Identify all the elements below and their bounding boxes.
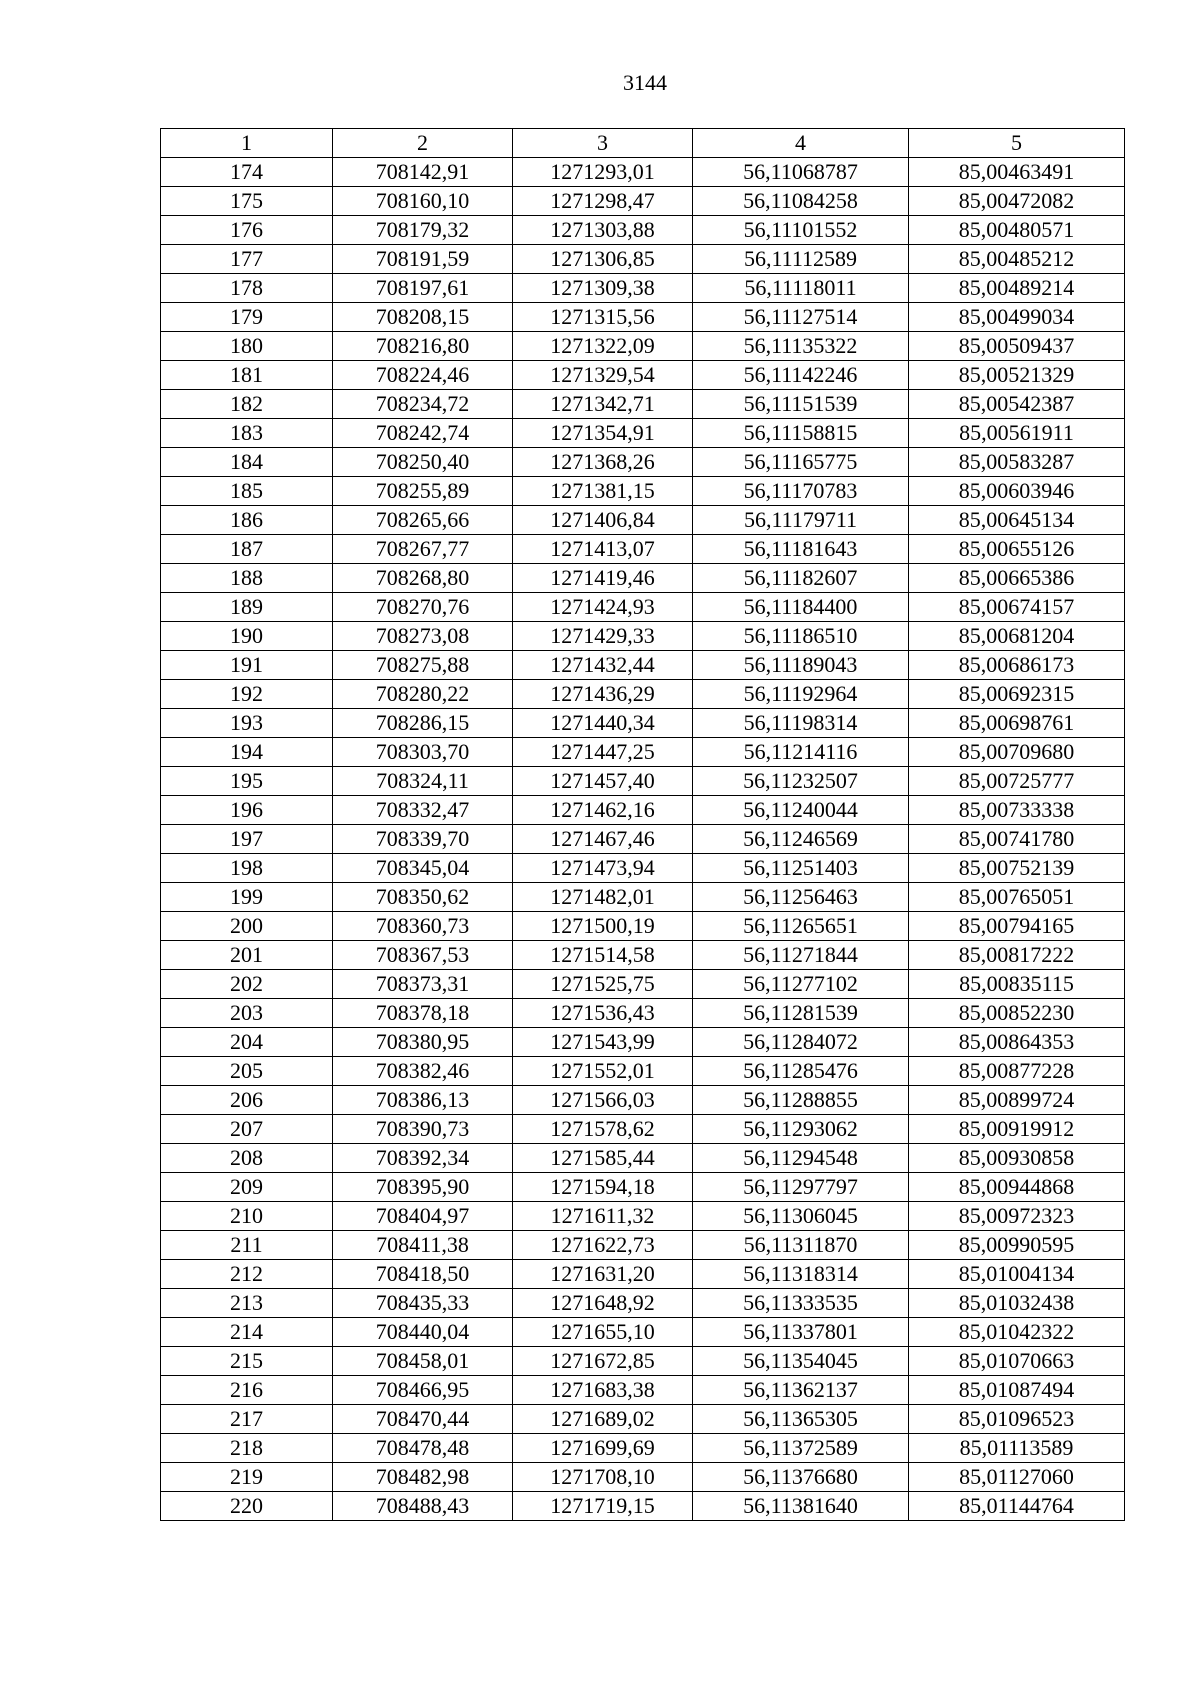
x-coordinate-cell: 708324,11 (333, 767, 513, 796)
point-number-cell: 205 (161, 1057, 333, 1086)
longitude-cell: 85,00765051 (909, 883, 1125, 912)
column-header: 2 (333, 129, 513, 158)
table-row (161, 912, 1125, 941)
x-coordinate-cell: 708275,88 (333, 651, 513, 680)
longitude-cell: 85,00877228 (909, 1057, 1125, 1086)
latitude-cell: 56,11354045 (693, 1347, 909, 1376)
longitude-cell: 85,01087494 (909, 1376, 1125, 1405)
latitude-cell: 56,11288855 (693, 1086, 909, 1115)
point-number-cell: 189 (161, 593, 333, 622)
table-row (161, 709, 1125, 738)
longitude-cell: 85,00509437 (909, 332, 1125, 361)
longitude-cell: 85,00930858 (909, 1144, 1125, 1173)
column-header: 4 (693, 129, 909, 158)
x-coordinate-cell: 708418,50 (333, 1260, 513, 1289)
point-number-cell: 210 (161, 1202, 333, 1231)
x-coordinate-cell: 708234,72 (333, 390, 513, 419)
longitude-cell: 85,01127060 (909, 1463, 1125, 1492)
latitude-cell: 56,11158815 (693, 419, 909, 448)
table-row (161, 1115, 1125, 1144)
point-number-cell: 175 (161, 187, 333, 216)
y-coordinate-cell: 1271552,01 (513, 1057, 693, 1086)
point-number-cell: 207 (161, 1115, 333, 1144)
point-number-cell: 197 (161, 825, 333, 854)
x-coordinate-cell: 708390,73 (333, 1115, 513, 1144)
point-number-cell: 176 (161, 216, 333, 245)
y-coordinate-cell: 1271440,34 (513, 709, 693, 738)
latitude-cell: 56,11284072 (693, 1028, 909, 1057)
point-number-cell: 215 (161, 1347, 333, 1376)
y-coordinate-cell: 1271432,44 (513, 651, 693, 680)
y-coordinate-cell: 1271699,69 (513, 1434, 693, 1463)
table-row (161, 1405, 1125, 1434)
point-number-cell: 199 (161, 883, 333, 912)
y-coordinate-cell: 1271462,16 (513, 796, 693, 825)
latitude-cell: 56,11311870 (693, 1231, 909, 1260)
table-row (161, 1260, 1125, 1289)
y-coordinate-cell: 1271566,03 (513, 1086, 693, 1115)
latitude-cell: 56,11142246 (693, 361, 909, 390)
y-coordinate-cell: 1271672,85 (513, 1347, 693, 1376)
table-row (161, 361, 1125, 390)
y-coordinate-cell: 1271622,73 (513, 1231, 693, 1260)
longitude-cell: 85,00542387 (909, 390, 1125, 419)
latitude-cell: 56,11265651 (693, 912, 909, 941)
longitude-cell: 85,00852230 (909, 999, 1125, 1028)
table-row (161, 1289, 1125, 1318)
point-number-cell: 191 (161, 651, 333, 680)
y-coordinate-cell: 1271381,15 (513, 477, 693, 506)
longitude-cell: 85,00817222 (909, 941, 1125, 970)
point-number-cell: 178 (161, 274, 333, 303)
latitude-cell: 56,11186510 (693, 622, 909, 651)
page-number: 3144 (623, 70, 667, 95)
longitude-cell: 85,00665386 (909, 564, 1125, 593)
x-coordinate-cell: 708392,34 (333, 1144, 513, 1173)
longitude-cell: 85,01004134 (909, 1260, 1125, 1289)
y-coordinate-cell: 1271578,62 (513, 1115, 693, 1144)
point-number-cell: 182 (161, 390, 333, 419)
y-coordinate-cell: 1271329,54 (513, 361, 693, 390)
x-coordinate-cell: 708216,80 (333, 332, 513, 361)
table-body (161, 158, 1125, 1521)
latitude-cell: 56,11068787 (693, 158, 909, 187)
x-coordinate-cell: 708267,77 (333, 535, 513, 564)
y-coordinate-cell: 1271594,18 (513, 1173, 693, 1202)
longitude-cell: 85,00583287 (909, 448, 1125, 477)
y-coordinate-cell: 1271447,25 (513, 738, 693, 767)
point-number-cell: 206 (161, 1086, 333, 1115)
point-number-cell: 174 (161, 158, 333, 187)
table-row (161, 1231, 1125, 1260)
table-row (161, 303, 1125, 332)
longitude-cell: 85,00864353 (909, 1028, 1125, 1057)
x-coordinate-cell: 708395,90 (333, 1173, 513, 1202)
y-coordinate-cell: 1271309,38 (513, 274, 693, 303)
y-coordinate-cell: 1271413,07 (513, 535, 693, 564)
point-number-cell: 220 (161, 1492, 333, 1521)
longitude-cell: 85,01042322 (909, 1318, 1125, 1347)
x-coordinate-cell: 708250,40 (333, 448, 513, 477)
table-row (161, 216, 1125, 245)
table-header (161, 129, 1125, 158)
point-number-cell: 200 (161, 912, 333, 941)
table-row (161, 738, 1125, 767)
table-row (161, 796, 1125, 825)
latitude-cell: 56,11365305 (693, 1405, 909, 1434)
x-coordinate-cell: 708488,43 (333, 1492, 513, 1521)
x-coordinate-cell: 708160,10 (333, 187, 513, 216)
y-coordinate-cell: 1271683,38 (513, 1376, 693, 1405)
y-coordinate-cell: 1271500,19 (513, 912, 693, 941)
table-row (161, 1028, 1125, 1057)
point-number-cell: 219 (161, 1463, 333, 1492)
table-row (161, 883, 1125, 912)
longitude-cell: 85,00709680 (909, 738, 1125, 767)
latitude-cell: 56,11151539 (693, 390, 909, 419)
latitude-cell: 56,11179711 (693, 506, 909, 535)
point-number-cell: 190 (161, 622, 333, 651)
longitude-cell: 85,00681204 (909, 622, 1125, 651)
y-coordinate-cell: 1271719,15 (513, 1492, 693, 1521)
latitude-cell: 56,11362137 (693, 1376, 909, 1405)
latitude-cell: 56,11127514 (693, 303, 909, 332)
point-number-cell: 184 (161, 448, 333, 477)
y-coordinate-cell: 1271436,29 (513, 680, 693, 709)
x-coordinate-cell: 708208,15 (333, 303, 513, 332)
table-row (161, 274, 1125, 303)
x-coordinate-cell: 708339,70 (333, 825, 513, 854)
latitude-cell: 56,11101552 (693, 216, 909, 245)
y-coordinate-cell: 1271303,88 (513, 216, 693, 245)
table-row (161, 187, 1125, 216)
latitude-cell: 56,11184400 (693, 593, 909, 622)
y-coordinate-cell: 1271482,01 (513, 883, 693, 912)
x-coordinate-cell: 708197,61 (333, 274, 513, 303)
y-coordinate-cell: 1271543,99 (513, 1028, 693, 1057)
longitude-cell: 85,00919912 (909, 1115, 1125, 1144)
latitude-cell: 56,11297797 (693, 1173, 909, 1202)
latitude-cell: 56,11333535 (693, 1289, 909, 1318)
longitude-cell: 85,00603946 (909, 477, 1125, 506)
latitude-cell: 56,11306045 (693, 1202, 909, 1231)
longitude-cell: 85,00752139 (909, 854, 1125, 883)
x-coordinate-cell: 708255,89 (333, 477, 513, 506)
point-number-cell: 204 (161, 1028, 333, 1057)
latitude-cell: 56,11251403 (693, 854, 909, 883)
x-coordinate-cell: 708179,32 (333, 216, 513, 245)
table-row (161, 970, 1125, 999)
longitude-cell: 85,00686173 (909, 651, 1125, 680)
column-header: 5 (909, 129, 1125, 158)
table-row (161, 1492, 1125, 1521)
longitude-cell: 85,00561911 (909, 419, 1125, 448)
table-row (161, 854, 1125, 883)
latitude-cell: 56,11240044 (693, 796, 909, 825)
table-row (161, 245, 1125, 274)
point-number-cell: 185 (161, 477, 333, 506)
longitude-cell: 85,00944868 (909, 1173, 1125, 1202)
longitude-cell: 85,01113589 (909, 1434, 1125, 1463)
latitude-cell: 56,11293062 (693, 1115, 909, 1144)
y-coordinate-cell: 1271473,94 (513, 854, 693, 883)
table-row (161, 1173, 1125, 1202)
latitude-cell: 56,11246569 (693, 825, 909, 854)
point-number-cell: 214 (161, 1318, 333, 1347)
longitude-cell: 85,00972323 (909, 1202, 1125, 1231)
table-row (161, 767, 1125, 796)
y-coordinate-cell: 1271293,01 (513, 158, 693, 187)
longitude-cell: 85,00990595 (909, 1231, 1125, 1260)
x-coordinate-cell: 708466,95 (333, 1376, 513, 1405)
y-coordinate-cell: 1271315,56 (513, 303, 693, 332)
x-coordinate-cell: 708345,04 (333, 854, 513, 883)
latitude-cell: 56,11318314 (693, 1260, 909, 1289)
header-row (161, 129, 1125, 158)
latitude-cell: 56,11084258 (693, 187, 909, 216)
point-number-cell: 198 (161, 854, 333, 883)
longitude-cell: 85,00463491 (909, 158, 1125, 187)
latitude-cell: 56,11181643 (693, 535, 909, 564)
x-coordinate-cell: 708440,04 (333, 1318, 513, 1347)
point-number-cell: 208 (161, 1144, 333, 1173)
y-coordinate-cell: 1271457,40 (513, 767, 693, 796)
point-number-cell: 195 (161, 767, 333, 796)
longitude-cell: 85,00794165 (909, 912, 1125, 941)
table-row (161, 1086, 1125, 1115)
longitude-cell: 85,00674157 (909, 593, 1125, 622)
coordinates-table (160, 128, 1125, 1521)
latitude-cell: 56,11198314 (693, 709, 909, 738)
y-coordinate-cell: 1271424,93 (513, 593, 693, 622)
y-coordinate-cell: 1271585,44 (513, 1144, 693, 1173)
x-coordinate-cell: 708404,97 (333, 1202, 513, 1231)
latitude-cell: 56,11189043 (693, 651, 909, 680)
y-coordinate-cell: 1271368,26 (513, 448, 693, 477)
y-coordinate-cell: 1271467,46 (513, 825, 693, 854)
table-row (161, 1144, 1125, 1173)
latitude-cell: 56,11232507 (693, 767, 909, 796)
longitude-cell: 85,00472082 (909, 187, 1125, 216)
table-row (161, 593, 1125, 622)
point-number-cell: 201 (161, 941, 333, 970)
x-coordinate-cell: 708360,73 (333, 912, 513, 941)
latitude-cell: 56,11271844 (693, 941, 909, 970)
x-coordinate-cell: 708482,98 (333, 1463, 513, 1492)
y-coordinate-cell: 1271514,58 (513, 941, 693, 970)
table-row (161, 158, 1125, 187)
longitude-cell: 85,01144764 (909, 1492, 1125, 1521)
y-coordinate-cell: 1271648,92 (513, 1289, 693, 1318)
table-row (161, 332, 1125, 361)
table-row (161, 564, 1125, 593)
table-row (161, 390, 1125, 419)
table-row (161, 999, 1125, 1028)
x-coordinate-cell: 708142,91 (333, 158, 513, 187)
column-header: 1 (161, 129, 333, 158)
x-coordinate-cell: 708470,44 (333, 1405, 513, 1434)
longitude-cell: 85,00725777 (909, 767, 1125, 796)
x-coordinate-cell: 708286,15 (333, 709, 513, 738)
x-coordinate-cell: 708265,66 (333, 506, 513, 535)
latitude-cell: 56,11372589 (693, 1434, 909, 1463)
point-number-cell: 218 (161, 1434, 333, 1463)
longitude-cell: 85,00835115 (909, 970, 1125, 999)
x-coordinate-cell: 708380,95 (333, 1028, 513, 1057)
table-row (161, 825, 1125, 854)
point-number-cell: 194 (161, 738, 333, 767)
x-coordinate-cell: 708367,53 (333, 941, 513, 970)
longitude-cell: 85,00733338 (909, 796, 1125, 825)
point-number-cell: 186 (161, 506, 333, 535)
latitude-cell: 56,11165775 (693, 448, 909, 477)
x-coordinate-cell: 708191,59 (333, 245, 513, 274)
latitude-cell: 56,11337801 (693, 1318, 909, 1347)
point-number-cell: 193 (161, 709, 333, 738)
y-coordinate-cell: 1271419,46 (513, 564, 693, 593)
latitude-cell: 56,11376680 (693, 1463, 909, 1492)
x-coordinate-cell: 708224,46 (333, 361, 513, 390)
latitude-cell: 56,11170783 (693, 477, 909, 506)
longitude-cell: 85,01070663 (909, 1347, 1125, 1376)
longitude-cell: 85,00741780 (909, 825, 1125, 854)
point-number-cell: 202 (161, 970, 333, 999)
y-coordinate-cell: 1271298,47 (513, 187, 693, 216)
latitude-cell: 56,11214116 (693, 738, 909, 767)
latitude-cell: 56,11294548 (693, 1144, 909, 1173)
x-coordinate-cell: 708435,33 (333, 1289, 513, 1318)
table-row (161, 506, 1125, 535)
x-coordinate-cell: 708350,62 (333, 883, 513, 912)
table-row (161, 1434, 1125, 1463)
point-number-cell: 213 (161, 1289, 333, 1318)
table-row (161, 1202, 1125, 1231)
latitude-cell: 56,11192964 (693, 680, 909, 709)
x-coordinate-cell: 708273,08 (333, 622, 513, 651)
x-coordinate-cell: 708373,31 (333, 970, 513, 999)
latitude-cell: 56,11135322 (693, 332, 909, 361)
longitude-cell: 85,00521329 (909, 361, 1125, 390)
point-number-cell: 179 (161, 303, 333, 332)
point-number-cell: 216 (161, 1376, 333, 1405)
latitude-cell: 56,11112589 (693, 245, 909, 274)
y-coordinate-cell: 1271354,91 (513, 419, 693, 448)
latitude-cell: 56,11182607 (693, 564, 909, 593)
table-row (161, 1376, 1125, 1405)
y-coordinate-cell: 1271306,85 (513, 245, 693, 274)
latitude-cell: 56,11285476 (693, 1057, 909, 1086)
point-number-cell: 181 (161, 361, 333, 390)
y-coordinate-cell: 1271429,33 (513, 622, 693, 651)
longitude-cell: 85,00499034 (909, 303, 1125, 332)
x-coordinate-cell: 708303,70 (333, 738, 513, 767)
point-number-cell: 187 (161, 535, 333, 564)
point-number-cell: 211 (161, 1231, 333, 1260)
point-number-cell: 209 (161, 1173, 333, 1202)
x-coordinate-cell: 708386,13 (333, 1086, 513, 1115)
table-row (161, 651, 1125, 680)
table-row (161, 535, 1125, 564)
longitude-cell: 85,00899724 (909, 1086, 1125, 1115)
table-row (161, 1057, 1125, 1086)
x-coordinate-cell: 708458,01 (333, 1347, 513, 1376)
point-number-cell: 217 (161, 1405, 333, 1434)
longitude-cell: 85,00655126 (909, 535, 1125, 564)
y-coordinate-cell: 1271342,71 (513, 390, 693, 419)
y-coordinate-cell: 1271689,02 (513, 1405, 693, 1434)
column-header: 3 (513, 129, 693, 158)
table-row (161, 1347, 1125, 1376)
point-number-cell: 180 (161, 332, 333, 361)
x-coordinate-cell: 708270,76 (333, 593, 513, 622)
x-coordinate-cell: 708268,80 (333, 564, 513, 593)
x-coordinate-cell: 708478,48 (333, 1434, 513, 1463)
y-coordinate-cell: 1271655,10 (513, 1318, 693, 1347)
latitude-cell: 56,11277102 (693, 970, 909, 999)
point-number-cell: 192 (161, 680, 333, 709)
longitude-cell: 85,00489214 (909, 274, 1125, 303)
table-row (161, 941, 1125, 970)
y-coordinate-cell: 1271708,10 (513, 1463, 693, 1492)
longitude-cell: 85,00645134 (909, 506, 1125, 535)
point-number-cell: 212 (161, 1260, 333, 1289)
table-row (161, 622, 1125, 651)
table-row (161, 680, 1125, 709)
x-coordinate-cell: 708242,74 (333, 419, 513, 448)
y-coordinate-cell: 1271611,32 (513, 1202, 693, 1231)
table-row (161, 1463, 1125, 1492)
table-row (161, 448, 1125, 477)
latitude-cell: 56,11118011 (693, 274, 909, 303)
x-coordinate-cell: 708280,22 (333, 680, 513, 709)
y-coordinate-cell: 1271525,75 (513, 970, 693, 999)
point-number-cell: 196 (161, 796, 333, 825)
table-row (161, 1318, 1125, 1347)
point-number-cell: 203 (161, 999, 333, 1028)
longitude-cell: 85,00485212 (909, 245, 1125, 274)
longitude-cell: 85,00692315 (909, 680, 1125, 709)
latitude-cell: 56,11381640 (693, 1492, 909, 1521)
longitude-cell: 85,00480571 (909, 216, 1125, 245)
point-number-cell: 183 (161, 419, 333, 448)
y-coordinate-cell: 1271631,20 (513, 1260, 693, 1289)
x-coordinate-cell: 708411,38 (333, 1231, 513, 1260)
x-coordinate-cell: 708378,18 (333, 999, 513, 1028)
longitude-cell: 85,00698761 (909, 709, 1125, 738)
point-number-cell: 177 (161, 245, 333, 274)
x-coordinate-cell: 708382,46 (333, 1057, 513, 1086)
y-coordinate-cell: 1271406,84 (513, 506, 693, 535)
point-number-cell: 188 (161, 564, 333, 593)
table-row (161, 419, 1125, 448)
x-coordinate-cell: 708332,47 (333, 796, 513, 825)
y-coordinate-cell: 1271322,09 (513, 332, 693, 361)
y-coordinate-cell: 1271536,43 (513, 999, 693, 1028)
longitude-cell: 85,01096523 (909, 1405, 1125, 1434)
longitude-cell: 85,01032438 (909, 1289, 1125, 1318)
latitude-cell: 56,11281539 (693, 999, 909, 1028)
latitude-cell: 56,11256463 (693, 883, 909, 912)
table-row (161, 477, 1125, 506)
